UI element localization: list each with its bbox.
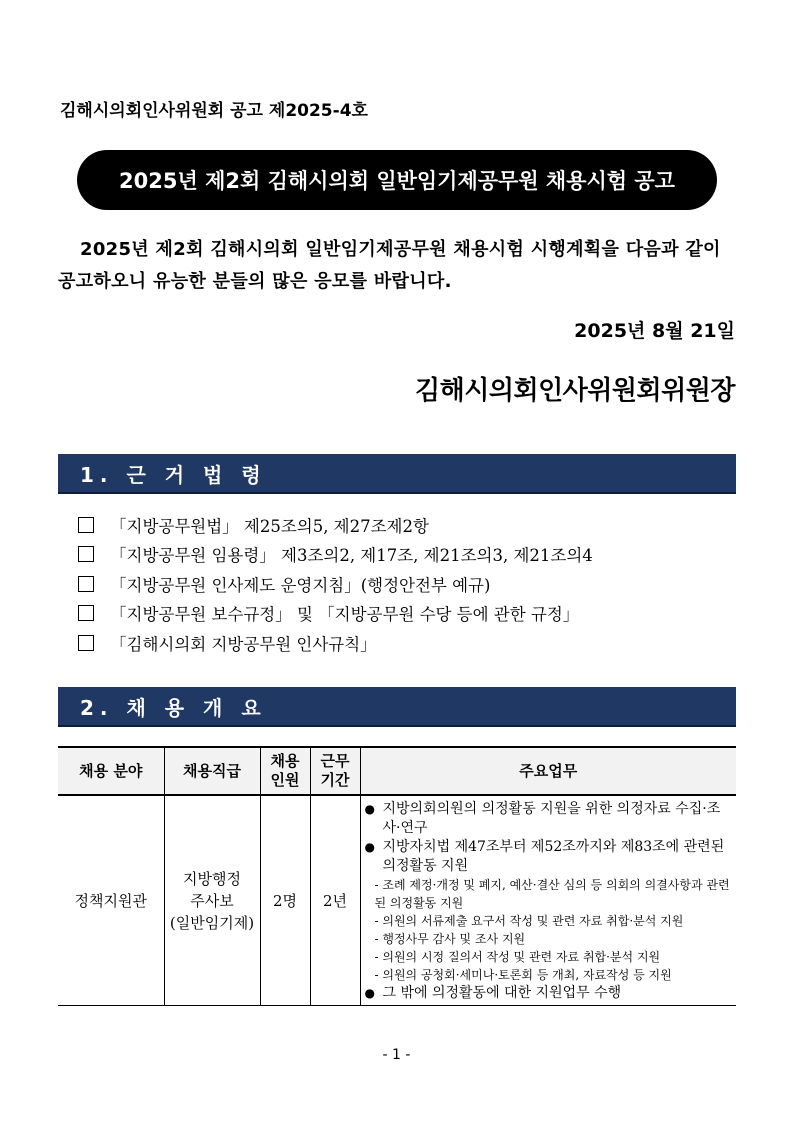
header-period <box>310 747 360 795</box>
duty-sub: - 의원의 서류제출 요구서 작성 및 관련 자료 취합·분석 지원 <box>374 914 684 928</box>
header-count-line2: 인원 <box>270 771 300 789</box>
header-grade: 채용직급 <box>164 747 260 795</box>
bullet-icon: ● <box>364 802 375 816</box>
header-period-line1: 근무 <box>320 752 350 770</box>
cell-count: 2명 <box>260 795 310 1006</box>
list-item <box>78 628 593 658</box>
header-duties: 주요업무 <box>360 747 736 795</box>
signer: 김해시의회인사위원회위원장 <box>414 376 735 406</box>
header-field: 채용 분야 <box>58 747 164 795</box>
notice-number: 김해시의회인사위원회 공고 제2025-4호 <box>60 101 368 121</box>
legal-basis-list <box>78 510 593 658</box>
duty-sub: - 조례 제정·개정 및 폐지, 예산·결산 심의 등 의회의 의결사항과 관련된 의정활동 지원 <box>374 878 730 910</box>
header-count-line1: 채용 <box>270 752 300 770</box>
duty-sub: - 의원의 공청회·세미나·토론회 등 개최, 자료작성 등 지원 <box>374 968 672 982</box>
intro-paragraph: 2025년 제2회 김해시의회 일반임기제공무원 채용시험 시행계획을 다음과 같이 공고하오니 유능한 분들의 많은 응모를 바랍니다. <box>58 239 721 292</box>
grade-line2: 주사보 <box>190 891 234 910</box>
list-item <box>78 510 593 540</box>
duty-text: 그 밖에 의정활동에 대한 지원업무 수행 <box>382 985 622 1001</box>
cell-duties <box>360 795 736 1006</box>
header-count <box>260 747 310 795</box>
table-row <box>58 795 736 1006</box>
list-item-text: 「김해시의회 지방공무원 인사규칙」 <box>110 634 377 654</box>
duty-text: 지방의회의원의 의정활동 지원을 위한 의정자료 수집·조사·연구 <box>382 801 721 836</box>
list-item-text: 「지방공무원 임용령」 제3조의2, 제17조, 제21조의3, 제21조의4 <box>110 546 593 566</box>
checkbox-icon <box>78 576 94 592</box>
duty-sub: - 행정사무 감사 및 조사 지원 <box>374 932 526 946</box>
list-item-text: 「지방공무원 보수규정」 및 「지방공무원 수당 등에 관한 규정」 <box>110 605 580 625</box>
duty-text: 지방자치법 제47조부터 제52조까지와 제83조에 관련된 의정활동 지원 <box>382 839 725 874</box>
list-item <box>78 569 593 599</box>
bullet-icon: ● <box>364 840 375 854</box>
cell-grade <box>164 795 260 1006</box>
announcement-title: 2025년 제2회 김해시의회 일반임기제공무원 채용시험 공고 <box>77 150 717 210</box>
list-item <box>78 599 593 629</box>
list-item-text: 「지방공무원법」 제25조의5, 제27조제2항 <box>110 516 429 536</box>
bullet-icon: ● <box>364 986 375 1000</box>
duty-main <box>365 838 733 876</box>
list-item-text: 「지방공무원 인사제도 운영지침」(행정안전부 예규) <box>110 575 491 595</box>
checkbox-icon <box>78 635 94 651</box>
checkbox-icon <box>78 546 94 562</box>
cell-field: 정책지원관 <box>58 795 164 1006</box>
grade-line3: (일반임기제) <box>169 913 255 932</box>
grade-line1: 지방행정 <box>183 869 241 888</box>
duty-sub: - 의원의 시정 질의서 작성 및 관련 자료 취합·분석 지원 <box>374 950 661 964</box>
section-overview-heading: 2. 채 용 개 요 <box>58 687 736 727</box>
checkbox-icon <box>78 517 94 533</box>
announcement-date: 2025년 8월 21일 <box>574 320 735 342</box>
header-period-line2: 기간 <box>320 771 350 789</box>
list-item <box>78 540 593 570</box>
table-header-row <box>58 747 736 795</box>
page-number: - 1 - <box>382 1047 411 1063</box>
cell-period: 2년 <box>310 795 360 1006</box>
checkbox-icon <box>78 605 94 621</box>
recruitment-table <box>58 746 736 1006</box>
duty-main <box>365 800 733 838</box>
section-legal-basis-heading: 1. 근 거 법 령 <box>58 454 736 494</box>
duty-main <box>365 984 733 1003</box>
